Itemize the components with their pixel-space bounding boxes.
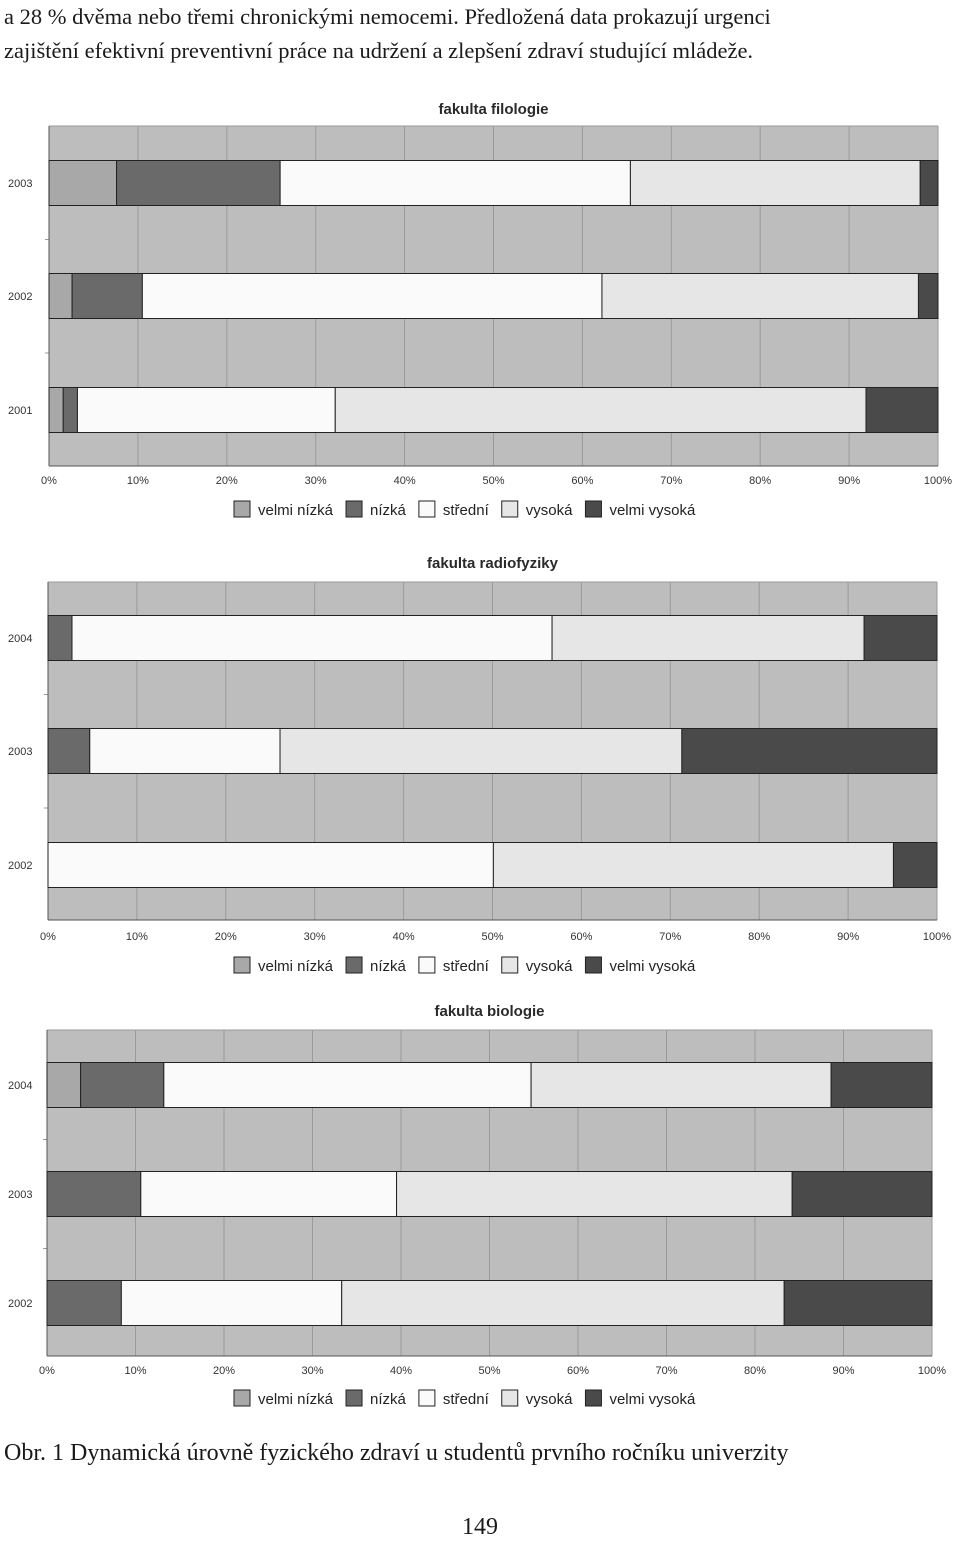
legend: [234, 1390, 696, 1408]
bar-segment: [864, 616, 937, 661]
legend-swatch: [419, 1390, 435, 1406]
intro-line-2: zajištění efektivní preventivní práce na udržení a zlepšení zdraví studující mládeže.: [4, 38, 754, 63]
legend-label: nízká: [370, 502, 406, 519]
x-tick-label: 90%: [838, 475, 861, 487]
chart-0: [8, 101, 952, 519]
bar-segment: [77, 388, 335, 433]
x-tick-label: 40%: [393, 475, 416, 487]
legend-label: velmi nízká: [258, 958, 334, 975]
chart-title: fakulta biologie: [434, 1003, 545, 1020]
legend-label: vysoká: [525, 1391, 573, 1408]
category-label: 2003: [8, 178, 33, 190]
bar-segment: [142, 274, 602, 319]
x-tick-label: 0%: [41, 475, 57, 487]
bar-segment: [280, 729, 682, 774]
bar-segment: [397, 1172, 793, 1217]
category-label: 2001: [8, 405, 33, 417]
legend: [234, 501, 696, 519]
legend-swatch: [234, 957, 250, 973]
bar-segment: [49, 161, 117, 206]
bar-segment: [280, 161, 630, 206]
bar-segment: [81, 1063, 164, 1108]
bar-segment: [49, 274, 72, 319]
x-tick-label: 10%: [126, 475, 149, 487]
bar-segment: [630, 161, 920, 206]
category-label: 2004: [8, 1080, 33, 1092]
x-tick-label: 0%: [39, 1365, 55, 1377]
bar-segment: [121, 1281, 341, 1326]
bar-segment: [164, 1063, 531, 1108]
legend-label: nízká: [370, 1391, 406, 1408]
x-tick-label: 50%: [482, 475, 505, 487]
x-tick-label: 40%: [392, 931, 415, 943]
bar-segment: [48, 729, 90, 774]
legend-swatch: [234, 501, 250, 517]
x-tick-label: 20%: [212, 1365, 236, 1377]
legend-label: střední: [442, 1391, 489, 1408]
x-tick-label: 70%: [660, 475, 683, 487]
bar-segment: [48, 616, 72, 661]
legend-swatch: [585, 501, 601, 517]
legend-label: nízká: [370, 958, 406, 975]
legend-swatch: [346, 1390, 362, 1406]
x-tick-label: 40%: [389, 1365, 413, 1377]
x-tick-label: 100%: [922, 931, 952, 943]
bar-segment: [784, 1281, 932, 1326]
legend-label: střední: [442, 958, 489, 975]
chart-1: [8, 555, 951, 975]
bar-segment: [72, 616, 552, 661]
x-tick-label: 60%: [566, 1365, 590, 1377]
x-tick-label: 100%: [917, 1365, 947, 1377]
bar-segment: [920, 161, 938, 206]
bar-segment: [47, 1172, 141, 1217]
category-label: 2004: [8, 633, 33, 645]
x-tick-label: 80%: [748, 931, 771, 943]
figure-caption: Obr. 1 Dynamická úrovně fyzického zdraví u studentů prvního ročníku univerzity: [4, 1440, 789, 1466]
bar-segment: [117, 161, 281, 206]
legend-label: střední: [442, 502, 489, 519]
bar-segment: [48, 843, 493, 888]
x-tick-label: 10%: [124, 1365, 147, 1377]
legend-swatch: [502, 501, 518, 517]
bar-segment: [866, 388, 938, 433]
x-tick-label: 10%: [125, 931, 148, 943]
chart-2: [8, 1003, 946, 1408]
bar-segment: [49, 388, 63, 433]
bar-segment: [342, 1281, 784, 1326]
legend-swatch: [585, 957, 601, 973]
bar-segment: [63, 388, 77, 433]
legend-swatch: [585, 1390, 601, 1406]
x-tick-label: 90%: [832, 1365, 855, 1377]
x-tick-label: 60%: [570, 931, 593, 943]
legend-label: velmi nízká: [258, 1391, 334, 1408]
legend: [234, 957, 696, 975]
bar-segment: [831, 1063, 932, 1108]
category-label: 2002: [8, 291, 33, 303]
bar-segment: [531, 1063, 831, 1108]
category-label: 2003: [8, 1189, 33, 1201]
x-tick-label: 30%: [303, 931, 326, 943]
bar-segment: [918, 274, 938, 319]
bar-segment: [335, 388, 866, 433]
x-tick-label: 0%: [40, 931, 56, 943]
bar-segment: [72, 274, 142, 319]
x-tick-label: 50%: [481, 931, 504, 943]
legend-swatch: [234, 1390, 250, 1406]
legend-label: velmi vysoká: [609, 1391, 696, 1408]
bar-segment: [792, 1172, 932, 1217]
category-label: 2002: [8, 860, 33, 872]
x-tick-label: 30%: [304, 475, 327, 487]
legend-label: vysoká: [525, 958, 573, 975]
category-label: 2003: [8, 746, 33, 758]
x-tick-label: 100%: [923, 475, 953, 487]
x-tick-label: 20%: [214, 931, 237, 943]
legend-label: velmi vysoká: [609, 502, 696, 519]
legend-label: velmi nízká: [258, 502, 334, 519]
x-tick-label: 20%: [215, 475, 238, 487]
page-number: 149: [462, 1514, 498, 1540]
legend-swatch: [419, 957, 435, 973]
x-tick-label: 90%: [837, 931, 860, 943]
chart-title: fakulta radiofyziky: [427, 555, 558, 572]
bar-segment: [602, 274, 918, 319]
intro-line-1: a 28 % dvěma nebo třemi chronickými nemocemi. Předložená data prokazují urgenci: [4, 4, 771, 29]
x-tick-label: 70%: [659, 931, 682, 943]
legend-label: vysoká: [525, 502, 573, 519]
x-tick-label: 80%: [743, 1365, 767, 1377]
bar-segment: [893, 843, 937, 888]
x-tick-label: 50%: [478, 1365, 501, 1377]
legend-label: velmi vysoká: [609, 958, 696, 975]
category-label: 2002: [8, 1298, 33, 1310]
legend-swatch: [346, 501, 362, 517]
bar-segment: [47, 1063, 81, 1108]
x-tick-label: 80%: [749, 475, 772, 487]
x-tick-label: 60%: [571, 475, 594, 487]
bar-segment: [47, 1281, 121, 1326]
x-tick-label: 30%: [301, 1365, 324, 1377]
chart-title: fakulta filologie: [438, 101, 549, 118]
bar-segment: [552, 616, 864, 661]
legend-swatch: [346, 957, 362, 973]
x-tick-label: 70%: [655, 1365, 678, 1377]
legend-swatch: [419, 501, 435, 517]
legend-swatch: [502, 957, 518, 973]
bar-segment: [493, 843, 893, 888]
bar-segment: [141, 1172, 397, 1217]
legend-swatch: [502, 1390, 518, 1406]
bar-segment: [90, 729, 280, 774]
bar-segment: [682, 729, 937, 774]
